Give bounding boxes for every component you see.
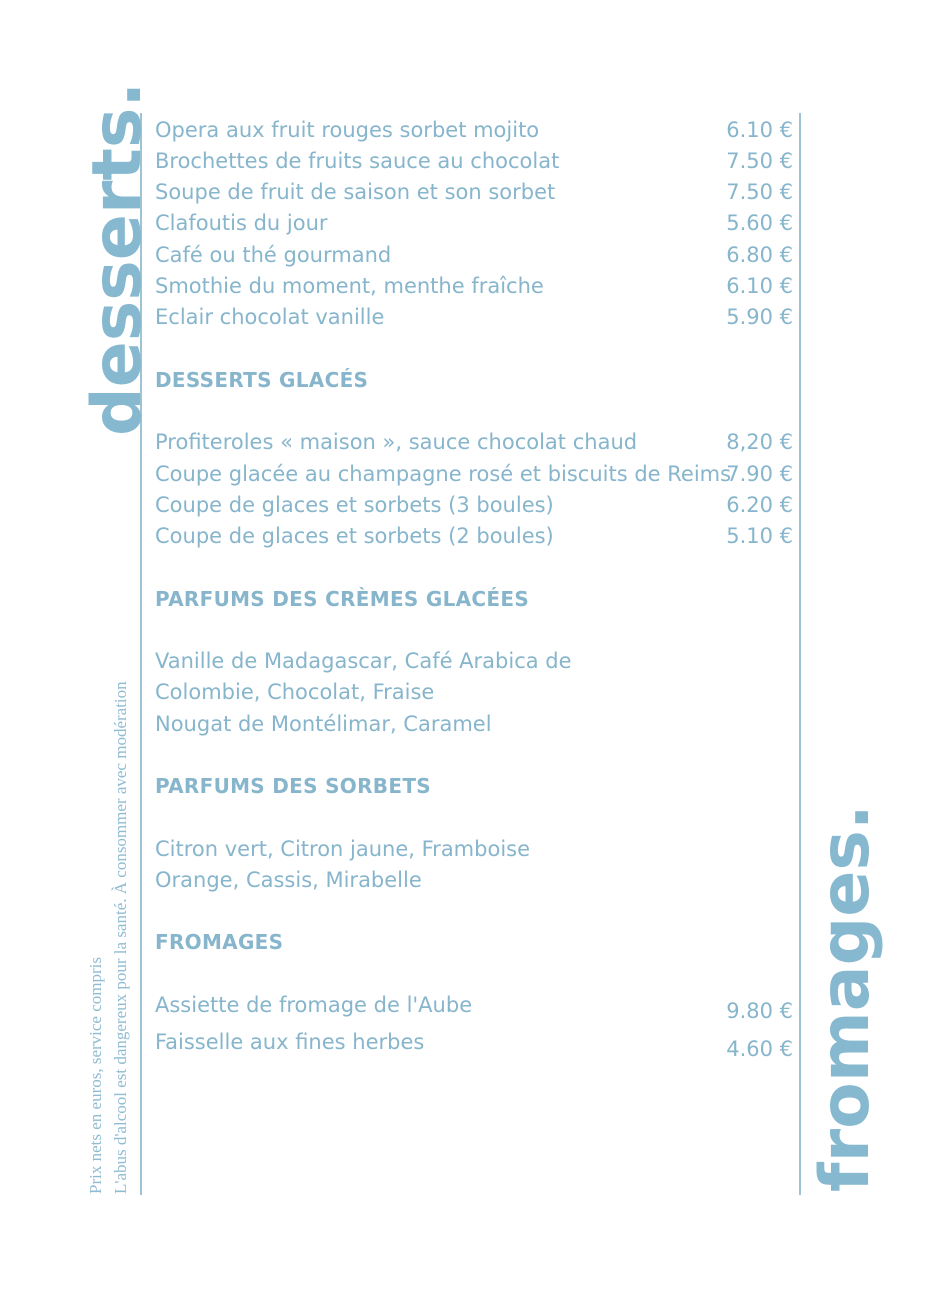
glace-item-name: Coupe glacée au champagne rosé et biscuits de Reims [155, 462, 732, 486]
glace-item-price: 5.10 € [726, 524, 793, 548]
glace-item-name: Profiteroles « maison », sauce chocolat chaud [155, 430, 638, 454]
right-divider-line [799, 113, 801, 1195]
dessert-item-name: Eclair chocolat vanille [155, 305, 385, 329]
dessert-item-price: 7.50 € [726, 149, 793, 173]
dessert-item-name: Smothie du moment, menthe fraîche [155, 274, 544, 298]
flavor-line: Colombie, Chocolat, Fraise [155, 680, 435, 704]
dessert-item-name: Opera aux fruit rouges sorbet mojito [155, 118, 540, 142]
fromages-heading: FROMAGES [155, 930, 284, 954]
glace-item-name: Coupe de glaces et sorbets (2 boules) [155, 524, 554, 548]
flavor-line: Orange, Cassis, Mirabelle [155, 868, 422, 892]
glace-item-price: 6.20 € [726, 493, 793, 517]
desserts-glaces-heading: DESSERTS GLACÉS [155, 368, 369, 392]
glace-item-price: 8,20 € [726, 430, 793, 454]
dessert-item-name: Brochettes de fruits sauce au chocolat [155, 149, 560, 173]
parfums-cremes-heading: PARFUMS DES CRÈMES GLACÉES [155, 587, 530, 611]
dessert-item-name: Clafoutis du jour [155, 211, 328, 235]
dessert-item-price: 6.10 € [726, 274, 793, 298]
flavor-line: Citron vert, Citron jaune, Framboise [155, 837, 531, 861]
dessert-item-price: 6.10 € [726, 118, 793, 142]
parfums-sorbets-heading: PARFUMS DES SORBETS [155, 774, 431, 798]
fromages-section-title: fromages. [806, 804, 885, 1192]
alcohol-warning: L'abus d'alcool est dangereux pour la santé. À consommer avec modération [111, 681, 130, 1194]
dessert-item-name: Soupe de fruit de saison et son sorbet [155, 180, 556, 204]
glace-item-price: 7.90 € [726, 462, 793, 486]
dessert-item-name: Café ou thé gourmand [155, 243, 392, 267]
flavor-line: Nougat de Montélimar, Caramel [155, 712, 492, 736]
dessert-item-price: 7.50 € [726, 180, 793, 204]
fromage-item-price: 4.60 € [726, 1037, 793, 1061]
glace-item-name: Coupe de glaces et sorbets (3 boules) [155, 493, 554, 517]
flavor-line: Vanille de Madagascar, Café Arabica de [155, 649, 572, 673]
dessert-item-price: 6.80 € [726, 243, 793, 267]
price-note: Prix nets en euros, service compris [86, 957, 105, 1194]
fromage-item-name: Faisselle aux fines herbes [155, 1030, 425, 1054]
dessert-item-price: 5.90 € [726, 305, 793, 329]
desserts-section-title: desserts. [78, 81, 157, 436]
dessert-item-price: 5.60 € [726, 211, 793, 235]
fromage-item-price: 9.80 € [726, 999, 793, 1023]
fromage-item-name: Assiette de fromage de l'Aube [155, 993, 473, 1017]
